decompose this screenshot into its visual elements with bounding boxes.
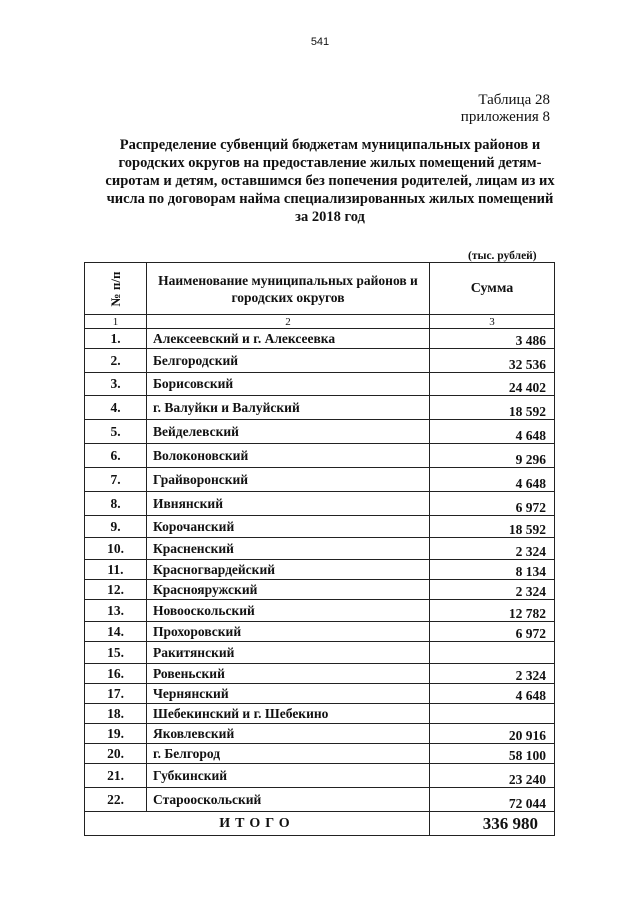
table-row [85,622,555,642]
district-name: г. Валуйки и Валуйский [147,396,430,420]
table-row [85,329,555,349]
row-amount: 20 916 [430,724,555,744]
row-amount: 23 240 [430,764,555,788]
district-name: Борисовский [147,373,430,396]
row-amount: 2 324 [430,580,555,600]
row-number: 17. [85,684,147,704]
row-amount: 4 648 [430,684,555,704]
row-amount: 2 324 [430,538,555,560]
table-row [85,724,555,744]
table-row [85,420,555,444]
table-row [85,704,555,724]
row-number: 7. [85,468,147,492]
district-name: г. Белгород [147,744,430,764]
row-number: 11. [85,560,147,580]
row-number: 9. [85,516,147,538]
row-amount [430,704,555,724]
district-name: Ракитянский [147,642,430,664]
table-row [85,764,555,788]
row-number: 19. [85,724,147,744]
district-name: Корочанский [147,516,430,538]
units-label: (тыс. рублей) [468,250,537,262]
row-number: 14. [85,622,147,642]
row-number: 18. [85,704,147,724]
row-number: 12. [85,580,147,600]
column-index: 3 [430,315,555,329]
total-row [85,812,555,836]
table-row [85,642,555,664]
district-name: Белгородский [147,349,430,373]
column-header-name: Наименование муниципальных районов и городских округов [147,263,430,315]
page-number: 541 [310,36,330,48]
table-row [85,492,555,516]
column-index: 2 [147,315,430,329]
table-row [85,580,555,600]
row-amount: 3 486 [430,329,555,349]
row-number: 13. [85,600,147,622]
column-header-sum: Сумма [430,263,555,315]
row-amount: 4 648 [430,468,555,492]
row-amount: 18 592 [430,516,555,538]
row-number: 22. [85,788,147,812]
district-name: Ивнянский [147,492,430,516]
table-header-row [85,263,555,315]
row-number: 16. [85,664,147,684]
row-amount: 58 100 [430,744,555,764]
row-number: 15. [85,642,147,664]
table-row [85,396,555,420]
row-number: 2. [85,349,147,373]
district-name: Шебекинский и г. Шебекино [147,704,430,724]
row-number: 21. [85,764,147,788]
row-amount: 18 592 [430,396,555,420]
row-amount: 6 972 [430,622,555,642]
row-number: 20. [85,744,147,764]
row-amount: 4 648 [430,420,555,444]
district-name: Волоконовский [147,444,430,468]
subsidy-table [84,262,555,836]
row-number: 1. [85,329,147,349]
total-label: ИТОГО [85,812,430,836]
table-row [85,373,555,396]
row-number: 8. [85,492,147,516]
district-name: Яковлевский [147,724,430,744]
row-amount: 9 296 [430,444,555,468]
row-number: 3. [85,373,147,396]
district-name: Губкинский [147,764,430,788]
table-row [85,600,555,622]
row-amount [430,642,555,664]
district-name: Красненский [147,538,430,560]
table-label: Таблица 28 [478,92,550,108]
district-name: Старооскольский [147,788,430,812]
row-amount: 8 134 [430,560,555,580]
appendix-label: приложения 8 [460,109,550,125]
row-amount: 32 536 [430,349,555,373]
column-index-row [85,315,555,329]
district-name: Прохоровский [147,622,430,642]
table-row [85,349,555,373]
table-row [85,664,555,684]
district-name: Краснояружский [147,580,430,600]
column-header-number: № п/п [85,263,147,315]
row-amount: 72 044 [430,788,555,812]
row-number: 6. [85,444,147,468]
table-row [85,560,555,580]
table-row [85,516,555,538]
table-row [85,744,555,764]
district-name: Алексеевский и г. Алексеевка [147,329,430,349]
row-amount: 6 972 [430,492,555,516]
row-number: 10. [85,538,147,560]
row-number: 5. [85,420,147,444]
row-number: 4. [85,396,147,420]
district-name: Ровеньский [147,664,430,684]
document-title: Распределение субвенций бюджетам муниципальных районов и городских округов на предоставление жилых помещений детям-сиротам и детям, оставшимся без попечения родителей, лицам из их числа по договорам найма специализированных жилых помещений за 2018 год [105,137,555,225]
district-name: Чернянский [147,684,430,704]
row-amount: 24 402 [430,373,555,396]
district-name: Красногвардейский [147,560,430,580]
table-row [85,538,555,560]
table-row [85,468,555,492]
district-name: Грайворонский [147,468,430,492]
total-amount: 336 980 [430,812,555,836]
row-amount: 12 782 [430,600,555,622]
table-row [85,788,555,812]
table-row [85,444,555,468]
table-row [85,684,555,704]
column-index: 1 [85,315,147,329]
district-name: Новооскольский [147,600,430,622]
table-reference [461,92,550,126]
row-amount: 2 324 [430,664,555,684]
district-name: Вейделевский [147,420,430,444]
